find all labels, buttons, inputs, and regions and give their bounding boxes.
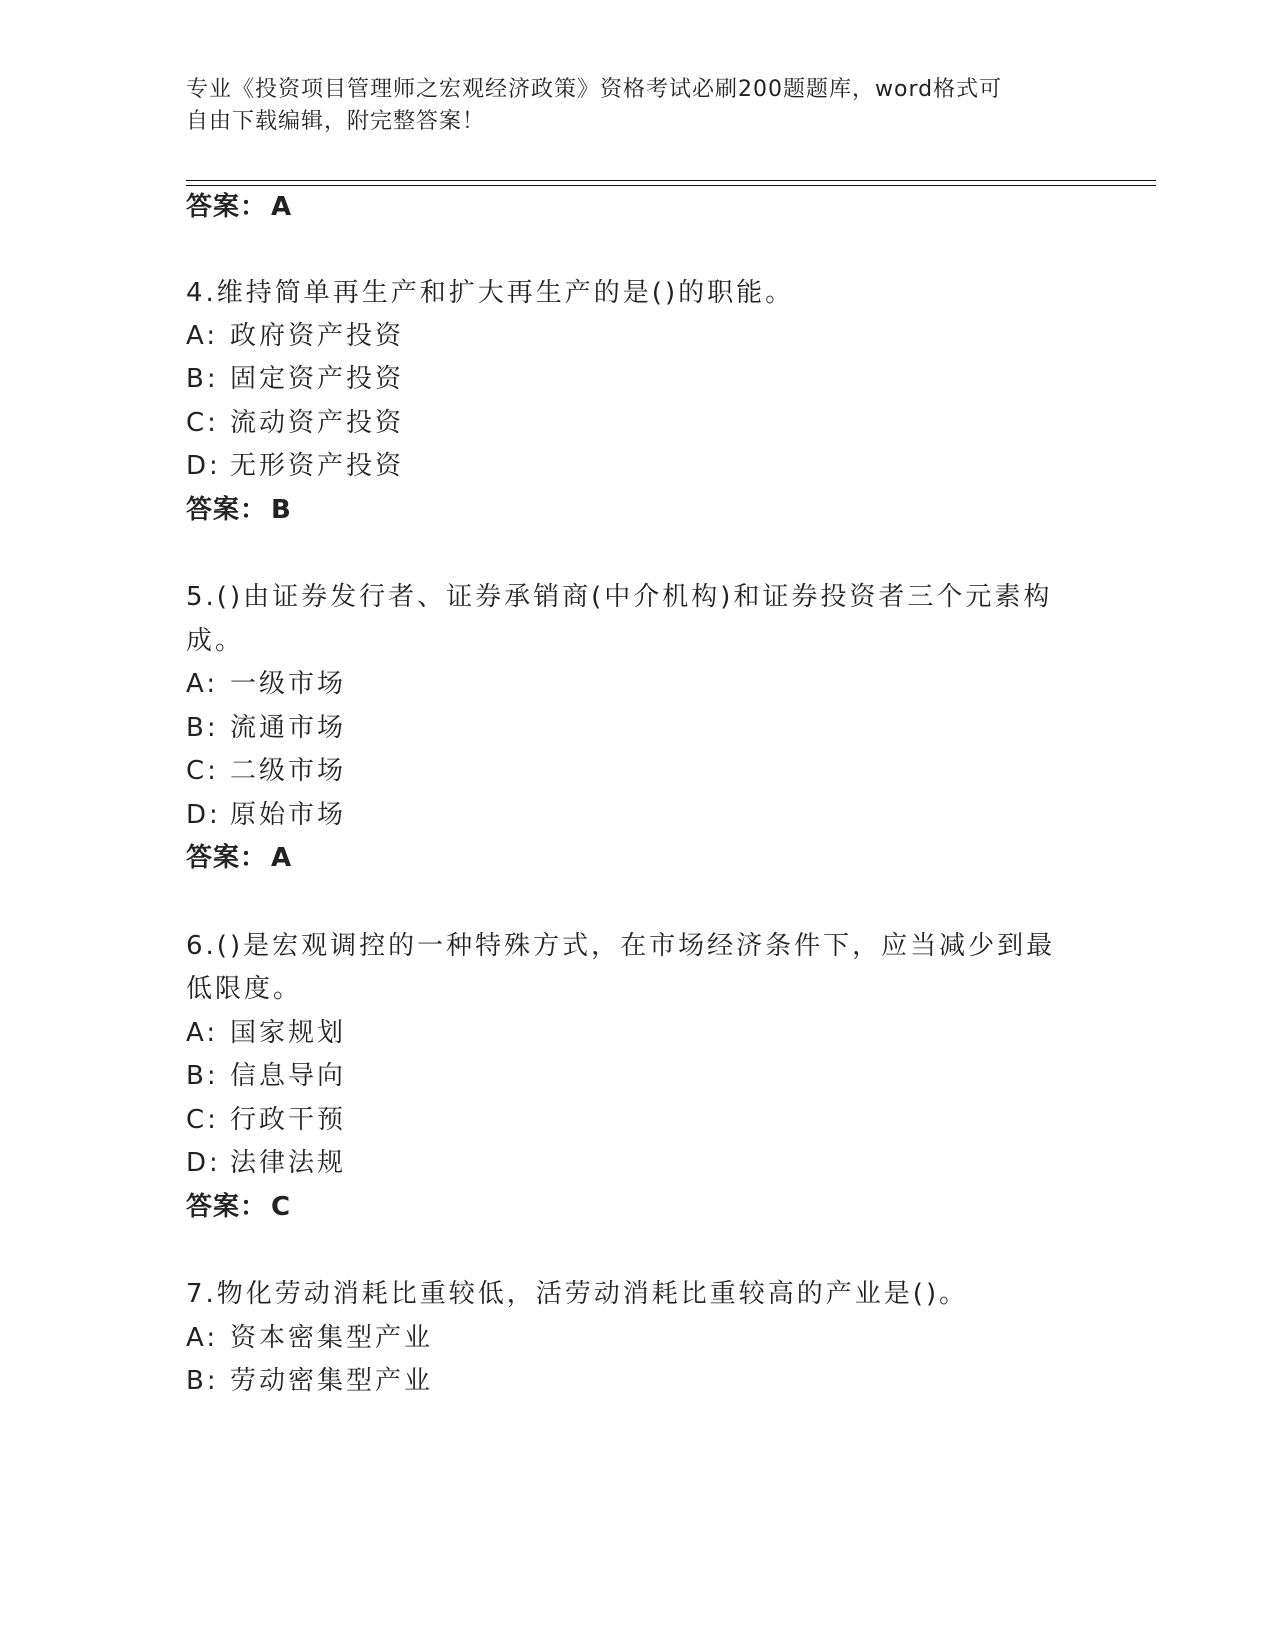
question-5-option-a — [186, 667, 346, 701]
option-key: C: — [186, 756, 219, 786]
question-7-stem: 7.物化劳动消耗比重较低，活劳动消耗比重较高的产业是()。 — [186, 1279, 969, 1309]
option-key: B: — [186, 1366, 219, 1396]
question-5-stem-line-2: 成。 — [186, 626, 245, 656]
answer-q4 — [186, 493, 292, 527]
document-header — [186, 74, 1066, 138]
option-key: A: — [186, 669, 219, 699]
answer-value: B — [271, 495, 292, 525]
answer-value: A — [271, 192, 293, 222]
question-4-option-a — [186, 319, 404, 353]
option-key: D: — [186, 800, 221, 830]
option-key: C: — [186, 1105, 219, 1135]
answer-value: A — [271, 843, 293, 873]
header-line-1: 专业《投资项目管理师之宏观经济政策》资格考试必刷200题题库，word格式可 — [186, 77, 1003, 102]
option-text: 政府资产投资 — [230, 321, 405, 351]
question-6-stem-line-2: 低限度。 — [186, 974, 303, 1004]
answer-q3 — [186, 190, 292, 224]
option-text: 固定资产投资 — [230, 364, 405, 394]
question-4-option-b — [186, 362, 404, 396]
question-6-option-a — [186, 1016, 346, 1050]
question-5-stem-line-1: 5.()由证券发行者、证券承销商(中介机构)和证券投资者三个元素构 — [186, 582, 1053, 612]
option-key: D: — [186, 451, 221, 481]
answer-q6 — [186, 1190, 291, 1224]
answer-label: 答案： — [186, 843, 268, 873]
option-key: D: — [186, 1148, 221, 1178]
option-text: 无形资产投资 — [230, 451, 405, 481]
option-key: A: — [186, 1018, 219, 1048]
option-text: 信息导向 — [230, 1061, 347, 1091]
question-6-option-b — [186, 1059, 346, 1093]
option-text: 劳动密集型产业 — [230, 1366, 434, 1396]
option-text: 二级市场 — [230, 756, 347, 786]
question-5-option-d — [186, 798, 346, 832]
option-text: 行政干预 — [230, 1105, 347, 1135]
option-text: 国家规划 — [230, 1018, 347, 1048]
option-text: 流通市场 — [230, 713, 347, 743]
question-6-option-d — [186, 1146, 346, 1180]
answer-label: 答案： — [186, 192, 268, 222]
question-4-option-c — [186, 406, 404, 440]
option-key: B: — [186, 1061, 219, 1091]
question-6-stem-line-1: 6.()是宏观调控的一种特殊方式，在市场经济条件下，应当减少到最 — [186, 931, 1056, 961]
answer-value: C — [271, 1192, 292, 1222]
question-7-option-a — [186, 1321, 433, 1355]
option-key: A: — [186, 321, 219, 351]
answer-label: 答案： — [186, 495, 268, 525]
answer-label: 答案： — [186, 1192, 268, 1222]
option-text: 流动资产投资 — [230, 408, 405, 438]
option-key: B: — [186, 713, 219, 743]
question-5-option-b — [186, 711, 346, 745]
option-text: 一级市场 — [230, 669, 347, 699]
option-text: 资本密集型产业 — [230, 1323, 434, 1353]
question-7-option-b — [186, 1364, 433, 1398]
answer-q5 — [186, 841, 292, 875]
question-6-option-c — [186, 1103, 346, 1137]
question-5-option-c — [186, 754, 346, 788]
option-text: 法律法规 — [230, 1148, 347, 1178]
question-4-stem: 4.维持简单再生产和扩大再生产的是()的职能。 — [186, 278, 795, 308]
option-text: 原始市场 — [230, 800, 347, 830]
option-key: A: — [186, 1323, 219, 1353]
option-key: C: — [186, 408, 219, 438]
question-4-option-d — [186, 449, 404, 483]
header-divider-bottom — [186, 185, 1156, 186]
header-divider-top — [186, 180, 1156, 181]
option-key: B: — [186, 364, 219, 394]
header-line-2: 自由下载编辑，附完整答案！ — [186, 109, 486, 134]
